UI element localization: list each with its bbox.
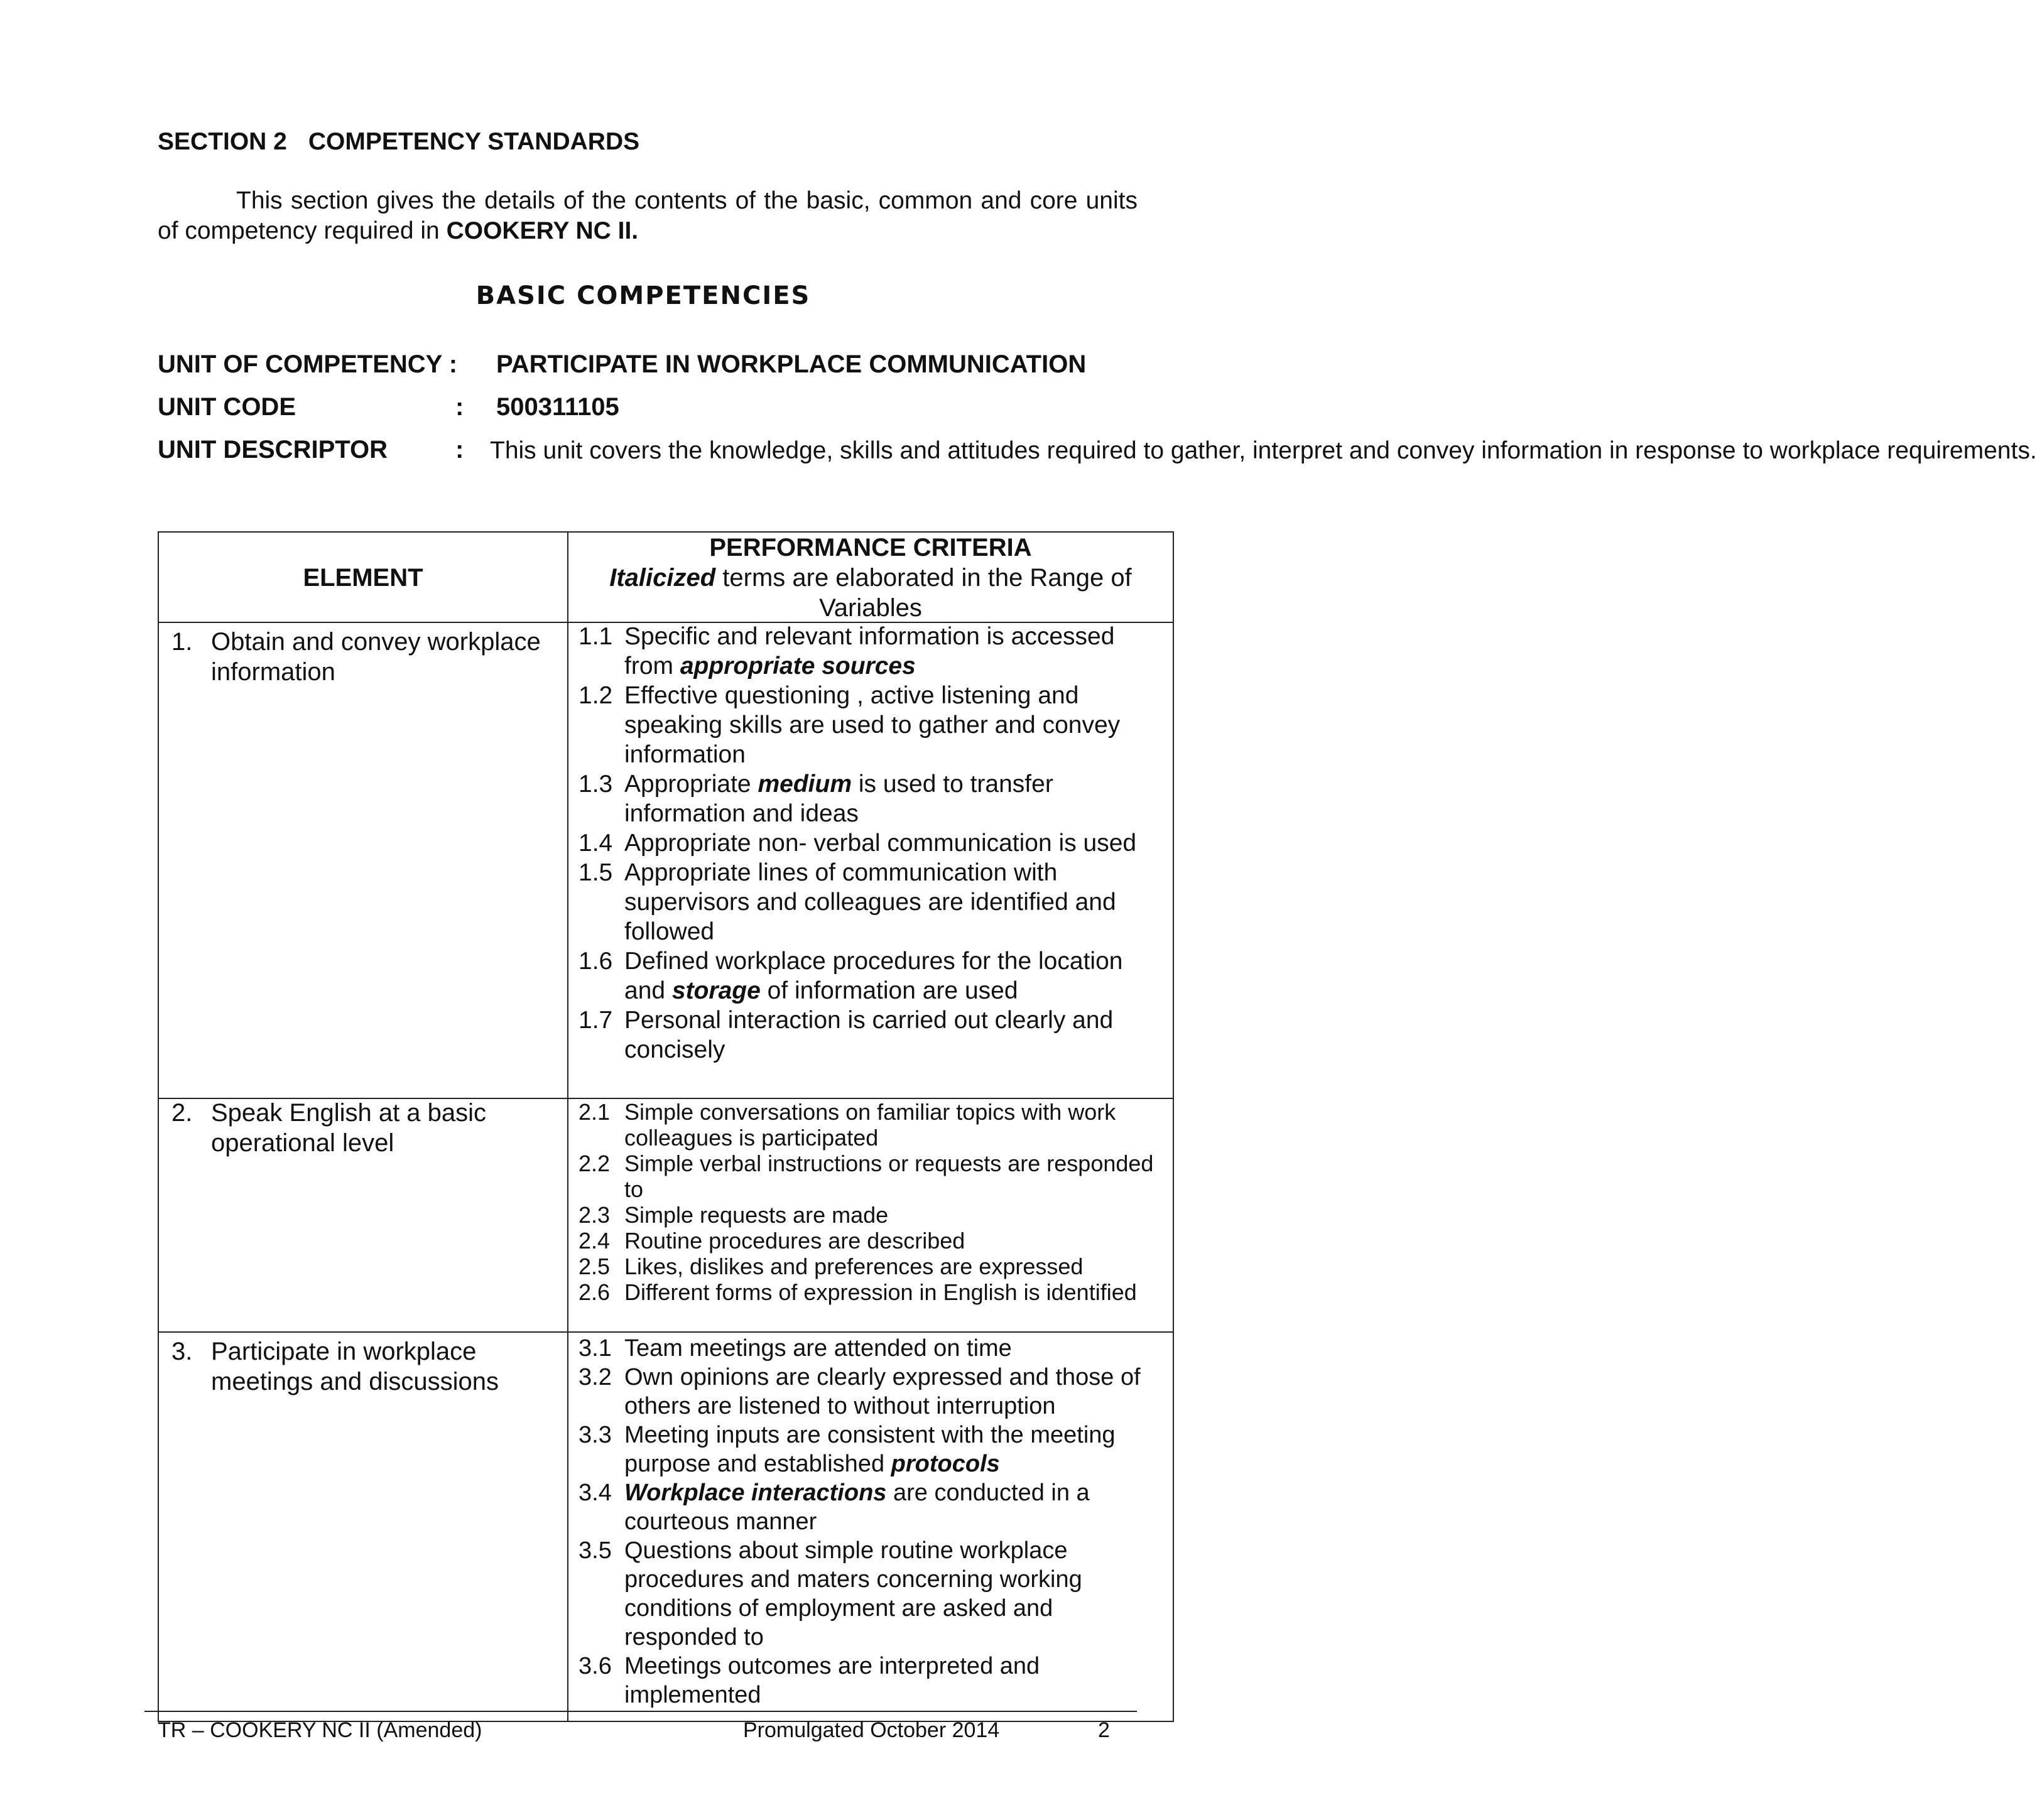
criterion-number: 2.4: [579, 1228, 611, 1254]
criterion-number: 1.7: [579, 1007, 613, 1034]
criterion-text: Meeting inputs are consistent with the meeting purpose and established: [624, 1422, 1116, 1477]
criterion-number: 2.5: [579, 1254, 611, 1279]
criterion: [579, 1421, 1169, 1478]
criterion-number: 2.6: [579, 1279, 611, 1305]
criterion-text: Routine procedures are described: [624, 1228, 965, 1254]
criterion-text: Meetings outcomes are interpreted and implemented: [624, 1653, 1040, 1708]
section-title: COMPETENCY STANDARDS: [308, 128, 640, 155]
criterion: [579, 1652, 1169, 1709]
header-pc-title: PERFORMANCE CRITERIA: [709, 534, 1032, 561]
unit-descriptor-colon: :: [455, 436, 464, 463]
criterion: [579, 1334, 1169, 1363]
criterion-number: 3.1: [579, 1335, 612, 1362]
criterion-emphasis: medium: [758, 771, 852, 798]
criterion: [579, 858, 1169, 946]
criteria-list-3: [579, 1334, 1169, 1709]
criterion: [579, 622, 1169, 681]
competency-table: [158, 531, 1174, 1722]
footer-rule: [144, 1711, 1137, 1712]
unit-descriptor-label: UNIT DESCRIPTOR: [158, 436, 388, 463]
unit-code-label: UNIT CODE: [158, 393, 296, 421]
criterion: [579, 1478, 1169, 1536]
criterion-number: 1.6: [579, 948, 613, 975]
criterion-text: Own opinions are clearly expressed and those of others are listened to without interruption: [624, 1364, 1141, 1419]
criterion-number: 3.6: [579, 1653, 612, 1679]
criterion-emphasis: storage: [671, 977, 761, 1004]
criterion: [579, 828, 1169, 858]
criterion-emphasis: Workplace interactions: [624, 1480, 887, 1506]
criterion-number: 3.2: [579, 1364, 612, 1390]
header-pc-italic: Italicized: [609, 564, 716, 592]
unit-competency-value: PARTICIPATE IN WORKPLACE COMMUNICATION: [496, 350, 1087, 378]
header-element: ELEMENT: [303, 564, 423, 592]
criterion: [579, 1228, 1169, 1254]
criterion-number: 3.4: [579, 1480, 612, 1506]
criterion-number: 1.1: [579, 623, 613, 650]
unit-competency-label: UNIT OF COMPETENCY :: [158, 350, 458, 378]
section-heading: [158, 128, 639, 156]
criterion-text: Simple verbal instructions or requests are responded to: [624, 1151, 1154, 1202]
criterion-number: 1.2: [579, 682, 613, 709]
criterion-text: Defined workplace procedures for the location and: [624, 948, 1123, 1004]
criterion: [579, 1363, 1169, 1421]
criterion-text: Team meetings are attended on time: [624, 1335, 1012, 1362]
element-text: Participate in workplace meetings and discussions: [211, 1338, 499, 1395]
criterion-text: Questions about simple routine workplace procedures and maters concerning working conditions of employment are asked and responded to: [624, 1537, 1082, 1650]
criterion: [579, 1151, 1169, 1202]
criterion-number: 3.3: [579, 1422, 612, 1448]
criterion: [579, 1254, 1169, 1279]
header-pc-rest: terms are elaborated in the Range of Variables: [715, 564, 1132, 622]
criterion: [579, 946, 1169, 1005]
column-divider: [567, 533, 568, 1721]
criterion: [579, 1099, 1169, 1151]
header-performance-criteria: [568, 533, 1173, 623]
criterion-number: 2.2: [579, 1151, 611, 1176]
criteria-list-2: [579, 1099, 1169, 1305]
element-1: [171, 627, 561, 687]
criterion-emphasis: appropriate sources: [680, 653, 916, 680]
element-text: Obtain and convey workplace information: [211, 628, 541, 686]
criterion-number: 1.4: [579, 830, 613, 857]
criterion-text: Personal interaction is carried out clearly and concisely: [624, 1007, 1114, 1063]
criterion-number: 2.1: [579, 1099, 611, 1125]
criterion-text: Appropriate: [624, 771, 758, 798]
criterion: [579, 769, 1169, 828]
element-3: [171, 1336, 561, 1397]
criterion-emphasis: protocols: [891, 1451, 1000, 1477]
element-number: 1.: [171, 628, 193, 656]
footer-promulgated: Promulgated October 2014: [743, 1718, 1000, 1742]
criterion-text: Likes, dislikes and preferences are expressed: [624, 1254, 1084, 1279]
intro-text: This section gives the details of the contents of the basic, common and core units of competency required in: [158, 187, 1138, 244]
criterion-text-post: are conducted in a courteous manner: [624, 1480, 1090, 1535]
unit-descriptor-value: This unit covers the knowledge, skills and attitudes required to gather, interpret and convey information in response to workplace requirements.: [490, 437, 2037, 464]
criterion-number: 3.5: [579, 1537, 612, 1564]
element-2: [171, 1098, 561, 1158]
criterion-text: Different forms of expression in English is identified: [624, 1279, 1137, 1305]
criterion-number: 1.3: [579, 771, 613, 798]
row-divider: [159, 1331, 1173, 1333]
criterion: [579, 1279, 1169, 1305]
intro-qualification: COOKERY NC II.: [446, 217, 639, 244]
criterion-text-post: of information are used: [760, 977, 1018, 1004]
element-number: 2.: [171, 1099, 193, 1127]
criterion-number: 1.5: [579, 859, 613, 886]
intro-paragraph: [158, 186, 1138, 246]
criterion-number: 2.3: [579, 1202, 611, 1228]
footer-document: TR – COOKERY NC II (Amended): [158, 1718, 482, 1742]
criterion-text: Effective questioning , active listening and speaking skills are used to gather and convey information: [624, 682, 1121, 768]
criterion-text: Appropriate non- verbal communication is used: [624, 830, 1137, 857]
criterion: [579, 1005, 1169, 1064]
element-text: Speak English at a basic operational level: [211, 1099, 487, 1157]
unit-code-colon: :: [455, 393, 464, 421]
criterion-text: Simple conversations on familiar topics with work colleagues is participated: [624, 1099, 1116, 1151]
criterion: [579, 1536, 1169, 1652]
header-pc-subtitle: [568, 563, 1173, 623]
criterion: [579, 1202, 1169, 1228]
element-number: 3.: [171, 1338, 193, 1365]
category-title: BASIC COMPETENCIES: [475, 281, 811, 310]
criteria-list-1: [579, 622, 1169, 1064]
criterion-text: Appropriate lines of communication with supervisors and colleagues are identified and followed: [624, 859, 1116, 945]
criterion-text: Specific and relevant information is accessed from: [624, 623, 1115, 680]
criterion-text-post: is used to transfer information and ideas: [624, 771, 1053, 827]
unit-code-value: 500311105: [496, 393, 619, 421]
section-number: SECTION 2: [158, 128, 287, 155]
footer-page-number: 2: [1098, 1718, 1110, 1742]
criterion-text: Simple requests are made: [624, 1202, 889, 1228]
criterion: [579, 681, 1169, 769]
